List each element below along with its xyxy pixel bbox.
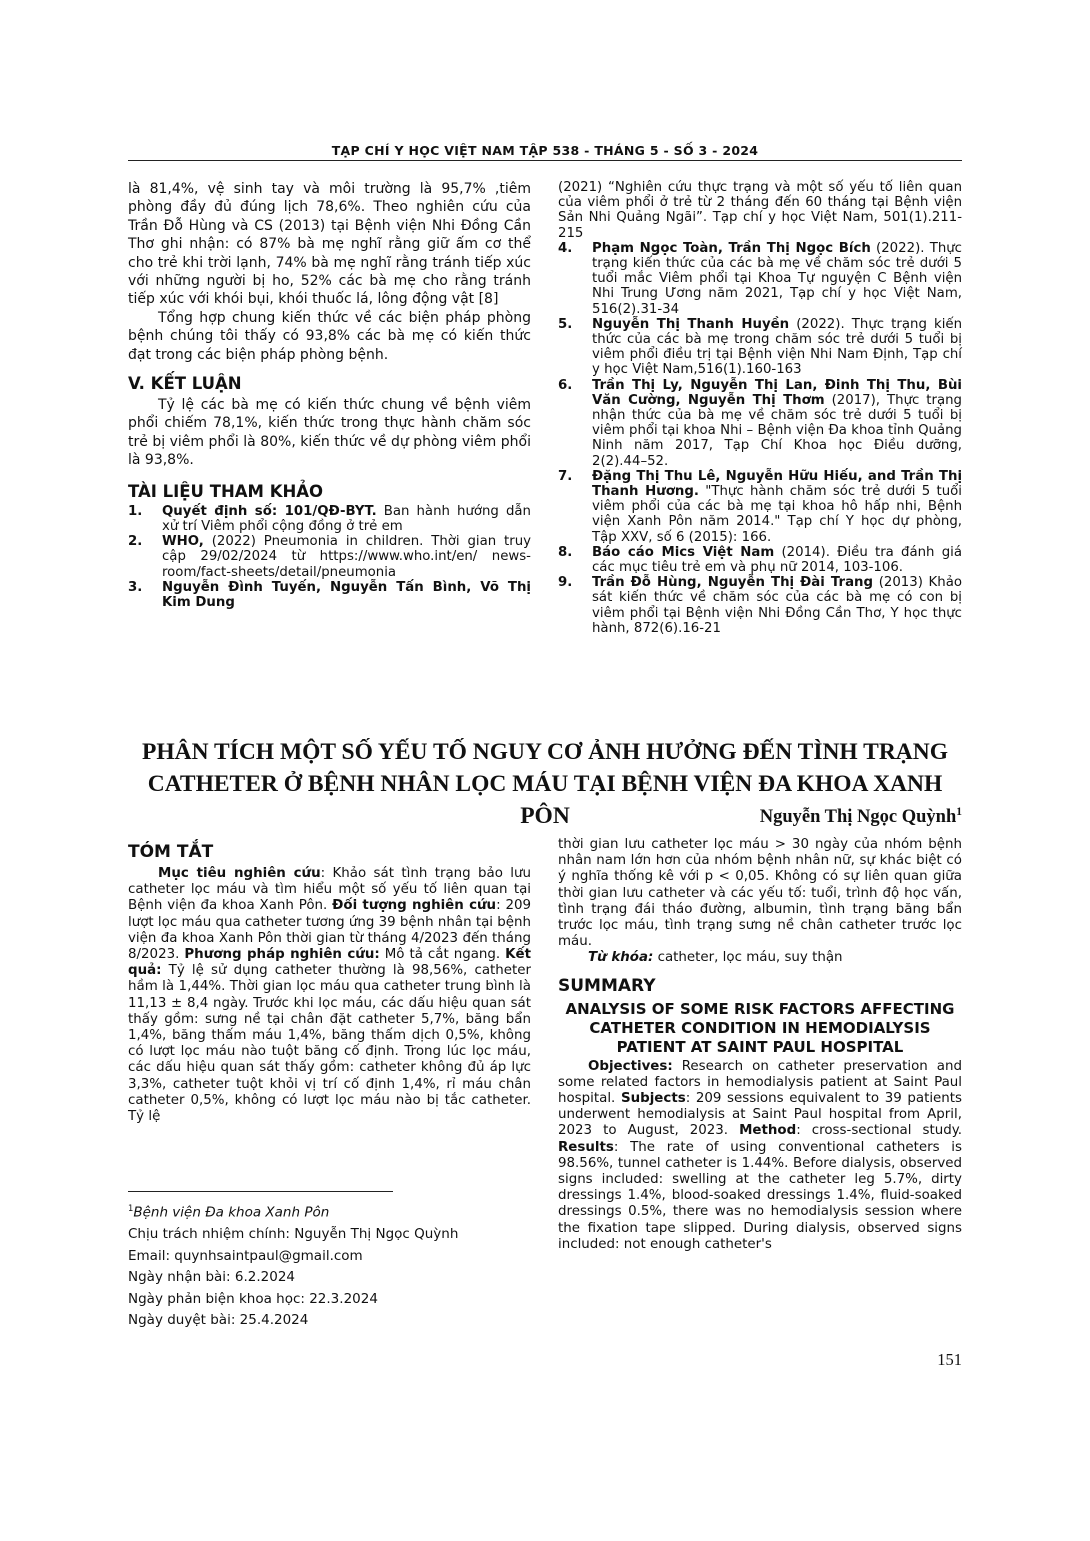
footnote [128,1198,528,1332]
keywords [558,950,962,966]
abstract-label-subjects: Đối tượng nghiên cứu [332,898,497,914]
summary-paragraph [558,1059,962,1253]
reference-text: (2021) “Nghiên cứu thực trạng và một số yếu tố liên quan của viêm phổi ở trẻ từ 2 tháng đến 60 tháng tại Bệnh viện Sản Nhi Quảng Ngãi”. Tạp chí y học Việt Nam, 501(1).211-215 [558,180,962,241]
footnote-rule [128,1191,393,1192]
reference-item-continued [558,180,962,241]
keywords-label: Từ khóa: [588,950,654,966]
footnote-email: Email: quynhsaintpaul@gmail.com [128,1247,363,1264]
summary-title: ANALYSIS OF SOME RISK FACTORS AFFECTING CATHETER CONDITION IN HEMODIALYSIS PATIENT AT SAINT PAUL HOSPITAL [565,999,955,1056]
reference-authors: Quyết định số: 101/QĐ-BYT. [162,503,377,519]
reference-number: 6. [558,377,573,393]
footnote-affiliation [128,1198,528,1224]
footnote-mark: 1 [128,1203,134,1213]
reference-text: Ban hành hướng dẫn xử trí Viêm phổi cộng đồng ở trẻ em [162,503,531,534]
page-number: 151 [937,1350,962,1369]
reference-authors: Nguyễn Thị Thanh Huyền [592,316,790,332]
footnote-responsible: Chịu trách nhiệm chính: Nguyễn Thị Ngọc Quỳnh [128,1226,459,1243]
reference-number: 2. [128,534,143,550]
article-title-line-1: PHÂN TÍCH MỘT SỐ YẾU TỐ NGUY CƠ ẢNH HƯỞNG ĐẾN TÌNH TRẠNG [141,739,949,765]
summary-objectives-text: Research on catheter preservation and some related factors in hemodialysis patient at Saint Paul hospital. [558,1058,962,1107]
footnote-accepted: Ngày duyệt bài: 25.4.2024 [128,1312,309,1329]
reference-authors: Phạm Ngọc Toàn, Trần Thị Ngọc Bích [592,240,871,256]
paragraph-summary-prevention: Tổng hợp chung kiến thức về các biện pháp phòng bệnh chúng tôi thấy có 93,8% các bà mẹ có kiến thức đạt trong các biện pháp phòng bệnh. [128,309,531,363]
reference-authors: WHO, [162,534,204,550]
abstract-subjects-text: : 209 lượt lọc máu qua catheter tương ứng 39 bệnh nhân tại bệnh viện đa khoa Xanh Pôn thời gian từ tháng 4/2023 đến tháng 8/2023. [128,898,532,963]
reference-number: 7. [558,468,573,484]
abstract-column [128,842,531,1125]
reference-item [558,317,962,378]
abstract-continuation: thời gian lưu catheter lọc máu > 30 ngày của nhóm bệnh nhân nam lớn hơn của nhóm bệnh nhân nữ, sự khác biệt có ý nghĩa thống kê với p < 0,05. Không có sự liên quan giữa thời gian lưu catheter và các yếu tố: tuổi, trình độ học vấn, tình trạng đái tháo đường, albumin, tình trạng băng bẩn trước lọc máu, tình trạng sưng nề chân catheter trước lọc máu. [558,837,962,950]
reference-number: 3. [128,579,143,595]
paragraph-discussion: là 81,4%, vệ sinh tay và môi trường là 95,7% ,tiêm phòng đầy đủ đúng lịch 78,6%. Theo nghiên cứu của Trần Đỗ Hùng và CS (2013) tại Bệnh viện Nhi Đồng Cần Thơ ghi nhận: có 87% bà mẹ nghĩ rằng giữ ấm cơ thể cho trẻ khi trời lạnh, 74% bà mẹ nghĩ rằng tránh tiếp xúc với những người bị ho, 52% các bà mẹ cho rằng tránh tiếp xúc với khói bụi, khói thuốc lá, lông động vật [8] [128,181,531,308]
summary-label-subjects: Subjects [620,1091,686,1107]
abstract-objective-text: : Khảo sát tình trạng bảo lưu catheter lọc máu và tìm hiểu một số yếu tố liên quan tại Bệnh viện đa khoa Xanh Pôn. [128,866,531,914]
summary-method-text: : cross-sectional study. [796,1123,962,1139]
reference-text: (2022). Thực trạng kiến thức của các bà mẹ trong chăm sóc trẻ dưới 5 tuổi bị viêm phổi điều trị tại Bệnh viện Nhi Nam Định, Tạp chí y học Việt Nam,516(1).160-163 [592,316,962,378]
abstract-results-text: Tỷ lệ sử dụng catheter thường là 98,56%, catheter hầm là 1,44%. Thời gian lọc máu qua catheter trung bình là 11,13 ± 8,4 ngày. Trước khi lọc máu, các dấu hiệu quan sát thấy gồm: sưng nề tại chân đặt catheter 5,7%, băng bẩn 1,4%, băng thấm máu 1,4%, băng thấm dịch 0,5%, không có lượt lọc máu nào tuột băng cố định. Trong lúc lọc máu, các dấu hiệu quan sát thấy gồm: catheter không đủ áp lực 3,3%, catheter tuột khỏi vị trí cố định 1,4%, rỉ máu chân catheter 0,5%, không có lượt lọc máu nào bị tắc catheter. Tỷ lệ [128,963,531,1125]
reference-text: (2017), Thực trạng nhận thức của bà mẹ về chăm sóc trẻ dưới 5 tuổi bị viêm phổi tại khoa Nhi – Bệnh viện Đa khoa tỉnh Quảng Ninh năm 2017, Tạp Chí Khoa học Điều dưỡng, 2(2).44–52. [592,392,962,469]
reference-authors: Báo cáo Mics Việt Nam [592,544,775,560]
reference-number: 9. [558,575,573,591]
reference-number: 8. [558,544,573,560]
reference-authors: Nguyễn Đình Tuyến, Nguyễn Tấn Bình, Võ Thị Kim Dung [162,579,531,610]
reference-item [558,378,962,469]
footnote-reviewed: Ngày phản biện khoa học: 22.3.2024 [128,1290,378,1307]
reference-text: (2022) Pneumonia in children. Thời gian truy cập 29/02/2024 từ https://www.who.int/en/ news-room/fact-sheets/detail/pneumonia [162,534,531,580]
top-left-column [128,180,531,610]
reference-item [558,241,962,317]
conclusion-heading: V. KẾT LUẬN [128,374,242,394]
reference-text: (2022). Thực trạng kiến thức của các bà mẹ về chăm sóc trẻ dưới 5 tuổi mắc Viêm phổi tại Khoa Tự nguyện C Bệnh viện Nhi Trung Ương năm 2021, Tạp chí y học Việt Nam, 516(2).31-34 [592,240,962,317]
reference-text: (2013) Khảo sát kiến thức về chăm sóc của các bà mẹ có con bị viêm phổi tại Bệnh viện Nhi Đồng Cần Thơ, Y học thực hành, 872(6).16-21 [592,575,962,636]
abstract-heading: TÓM TẮT [128,842,214,862]
author-name: Nguyễn Thị Ngọc Quỳnh [759,807,957,828]
article-author [760,806,962,828]
summary-results-text: : The rate of using conventional catheters is 98.56%, tunnel catheter is 1.44%. Before dialysis, observed signs included: swelling at the catheter leg 5.7%, dirty dressings 1.4%, blood-soaked dressings 1.4%, fluid-soaked dressings 0.5%, there was no hemodialysis session where the fixation tape slipped. During dialysis, observed signs included: not enough catheter's [558,1139,962,1252]
footnote-affiliation-text: Bệnh viện Đa khoa Xanh Pôn [133,1204,330,1221]
abstract-method-text: Mô tả cắt ngang. [379,947,506,963]
summary-heading: SUMMARY [558,975,656,996]
abstract-label-objective: Mục tiêu nghiên cứu [158,866,321,881]
author-affiliation-mark: 1 [956,806,962,818]
reference-text: (2014). Điều tra đánh giá các mục tiêu trẻ em và phụ nữ 2014, 103-106. [592,544,962,576]
reference-item [128,534,531,580]
article-title-line-2: CATHETER Ở BỆNH NHÂN LỌC MÁU TẠI BỆNH VIỆN ĐA KHOA XANH PÔN [147,771,943,829]
abstract-label-method: Phương pháp nghiên cứu: [184,947,380,963]
summary-subjects-text: : 209 sessions equivalent to 39 patients underwent hemodialysis at Saint Paul hospital from April, 2023 to August, 2023. [558,1091,962,1139]
summary-label-method: Method [739,1123,797,1139]
reference-authors: Trần Thị Ly, Nguyễn Thị Lan, Đinh Thị Thu, Bùi Văn Cường, Nguyễn Thị Thơm [592,377,962,408]
footnote-received: Ngày nhận bài: 6.2.2024 [128,1269,296,1286]
summary-label-results: Results [558,1139,614,1155]
reference-item [558,575,962,636]
journal-header: TẠP CHÍ Y HỌC VIỆT NAM TẬP 538 - THÁNG 5 - SỐ 3 - 2024 [331,143,759,158]
conclusion-paragraph: Tỷ lệ các bà mẹ có kiến thức chung về bệnh viêm phổi chiếm 78,1%, kiến thức trong thực hành chăm sóc trẻ bị viêm phổi là 80%, kiến thức về dự phòng viêm phổi là 93,8%. [128,397,531,469]
reference-number: 1. [128,503,143,519]
reference-item [558,469,962,545]
reference-number: 5. [558,316,573,332]
summary-column [558,837,962,1253]
top-right-column [558,180,962,636]
reference-authors: Trần Đỗ Hùng, Nguyễn Thị Đài Trang [592,575,874,591]
reference-authors: Đặng Thị Thu Lê, Nguyễn Hữu Hiếu, and Trần Thị Thanh Hương. [592,468,962,500]
reference-item [128,580,531,610]
header-rule [128,160,962,161]
reference-item [128,504,531,534]
keywords-text: catheter, lọc máu, suy thận [653,950,843,966]
references-heading: TÀI LIỆU THAM KHẢO [128,481,324,501]
abstract-label-results: Kết quả: [128,947,531,979]
reference-text: "Thực hành chăm sóc trẻ dưới 5 tuổi viêm phổi của các bà mẹ tại khoa hô hấp nhi, Bệnh viện Xanh Pôn năm 2014." Tạp chí Y học dự phòng, Tập XXV, số 6 (2015): 166. [592,484,962,545]
reference-number: 4. [558,240,573,256]
abstract-paragraph [128,866,531,1125]
summary-label-objectives: Objectives: [588,1058,673,1074]
reference-item [558,545,962,575]
